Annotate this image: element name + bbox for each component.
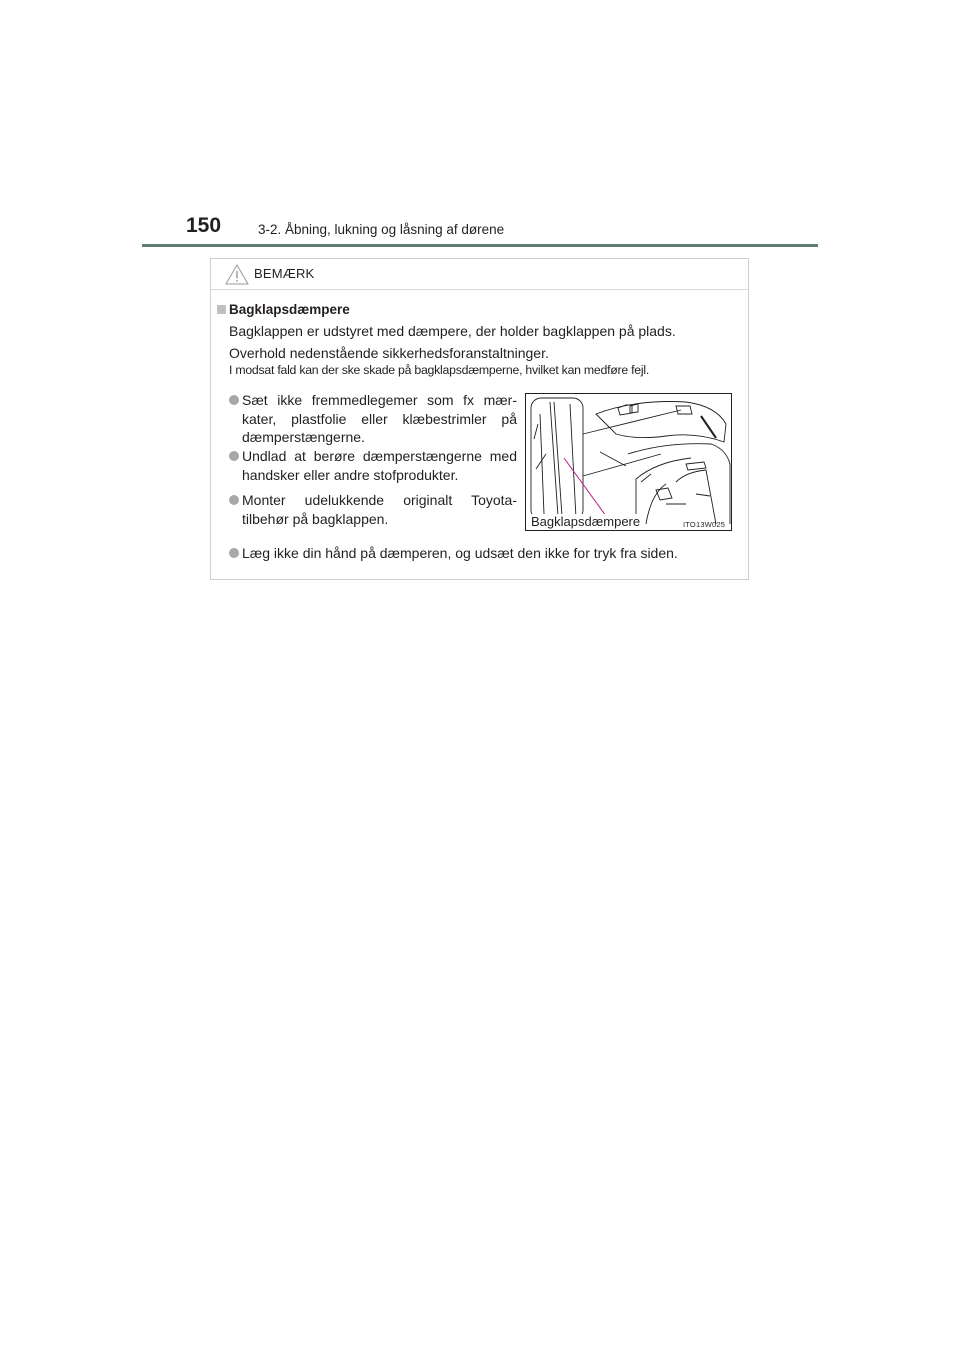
round-bullet-icon	[229, 451, 239, 461]
bullet-text: Sæt ikke fremmedlegemer som fx mær-kater, plastfolie eller klæbestrimler på dæmperstængerne.	[242, 392, 517, 445]
paragraph: Bagklappen er udstyret med dæmpere, der holder bagklappen på plads.	[229, 323, 676, 339]
page-number: 150	[186, 214, 222, 237]
paragraph: I modsat fald kan der ske skade på bagklapsdæmperne, hvilket kan medføre fejl.	[229, 363, 649, 377]
notice-header	[211, 259, 748, 290]
tailgate-drawing	[526, 394, 732, 531]
square-bullet-icon	[217, 305, 226, 314]
notice-box	[210, 258, 749, 580]
bullet-item	[242, 491, 517, 528]
bullet-text: Undlad at berøre dæmperstængerne med handsker eller andre stofprodukter.	[242, 448, 517, 483]
header-rule	[142, 244, 818, 247]
figure-label: Bagklapsdæmpere	[531, 514, 641, 529]
page-header	[0, 0, 960, 250]
bullet-text: Monter udelukkende originalt Toyota-tilbehør på bagklappen.	[242, 492, 517, 527]
notice-title: BEMÆRK	[254, 266, 315, 281]
bullet-item	[242, 544, 742, 563]
paragraph: Overhold nedenstående sikkerhedsforanstaltninger.	[229, 345, 549, 361]
bullet-item	[242, 447, 517, 484]
figure-code: ITO13W025	[683, 520, 726, 529]
round-bullet-icon	[229, 548, 239, 558]
tailgate-damper-illustration	[525, 393, 732, 531]
item-title: Bagklapsdæmpere	[229, 302, 350, 317]
round-bullet-icon	[229, 395, 239, 405]
warning-triangle-icon	[225, 264, 249, 285]
round-bullet-icon	[229, 495, 239, 505]
section-title: 3-2. Åbning, lukning og låsning af dørene	[258, 222, 505, 237]
bullet-text: Læg ikke din hånd på dæmperen, og udsæt den ikke for tryk fra siden.	[242, 545, 678, 561]
bullet-item	[242, 391, 517, 447]
